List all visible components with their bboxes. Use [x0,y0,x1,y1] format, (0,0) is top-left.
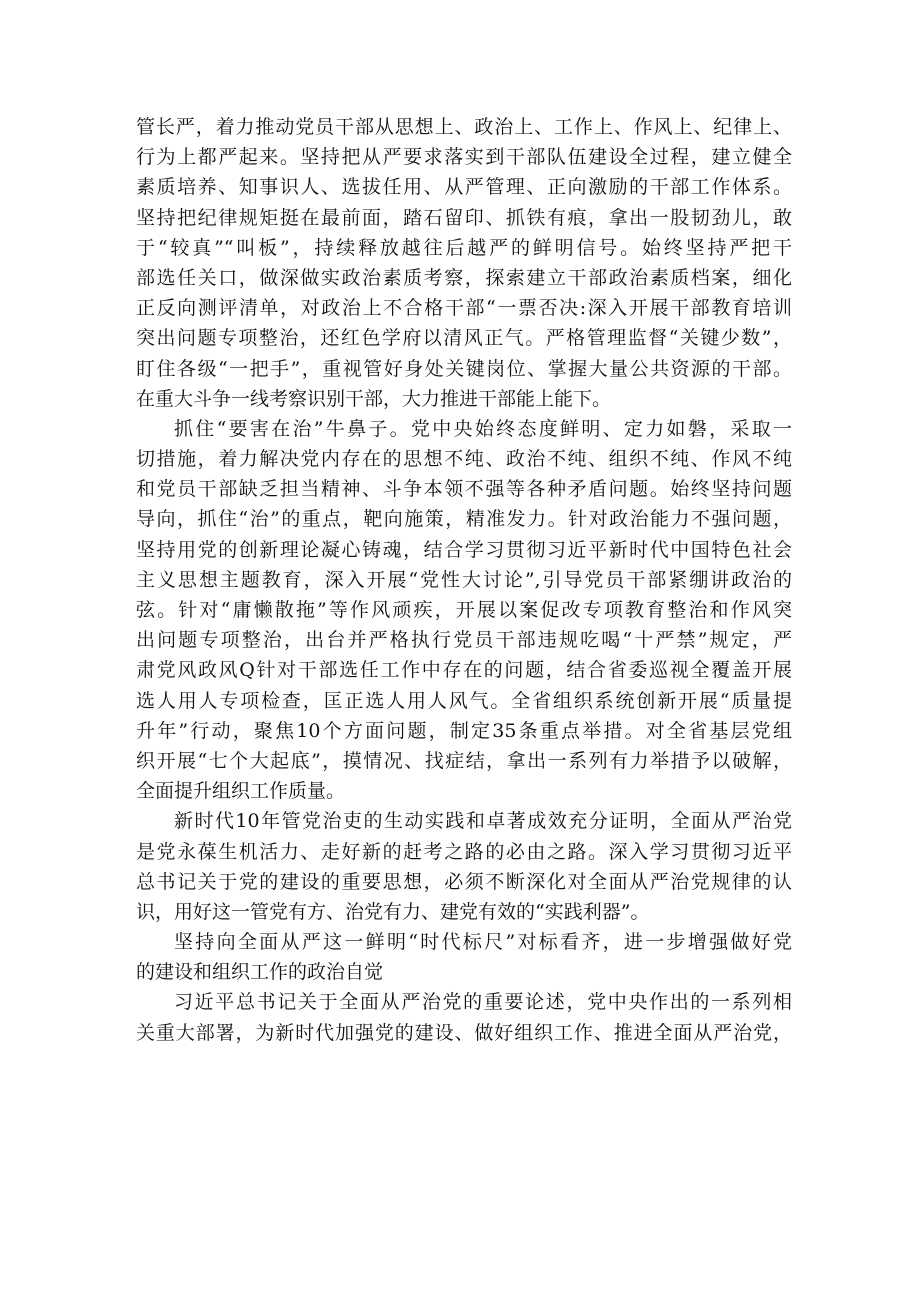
text-line: 坚持用党的创新理论凝心铸魂，结合学习贯彻习近平新时代中国特色社会 [136,538,792,561]
text-line: 总书记关于党的建设的重要思想，必须不断深化对全面从严治党规律的认 [136,870,792,893]
text-line: 弦。针对“庸懒散拖”等作风顽疾，开展以案促改专项教育整治和作风突 [136,599,792,621]
text-line: 主义思想主题教育，深入开展“党性大讨论”,引导党员干部紧绷讲政治的 [136,568,792,591]
text-line: 升年”行动，聚焦10个方面问题，制定35条重点举措。对全省基层党组 [136,719,792,742]
text-line: 坚持把纪律规矩挺在最前面，踏石留印、抓铁有痕，拿出一股韧劲儿，敢 [136,206,792,229]
paragraph-5 [136,987,792,1047]
text-line: 出问题专项整治，出台并严格执行党员干部违规吃喝“十严禁”规定，严 [136,629,792,652]
text-line: 习近平总书记关于全面从严治党的重要论述，党中央作出的一系列相 [174,991,792,1014]
text-line: 新时代10年管党治吏的生动实践和卓著成效充分证明，全面从严治党 [174,810,792,833]
text-line: 织开展“七个大起底”，摸情况、找症结，拿出一系列有力举措予以破解， [136,749,792,772]
text-line: 导向，抓住“治”的重点，靶向施策，精准发力。针对政治能力不强问题， [136,508,792,531]
text-line: 和党员干部缺乏担当精神、斗争本领不强等各种矛盾问题。始终坚持问题 [136,478,792,501]
text-line: 突出问题专项整治，还红色学府以清风正气。严格管理监督“关键少数”， [136,327,792,350]
text-line: 识，用好这一管党有方、治党有力、建党有效的“实践利器”。 [136,900,650,923]
text-line: 素质培养、知事识人、选拔任用、从严管理、正向激励的干部工作体系。 [136,176,792,199]
text-line: 行为上都严起来。坚持把从严要求落实到干部队伍建设全过程，建立健全 [136,146,792,169]
text-line: 是党永葆生机活力、走好新的赶考之路的必由之路。深入学习贯彻习近平 [136,840,792,863]
text-line: 盯住各级“一把手”，重视管好身处关键岗位、掌握大量公共资源的干部。 [136,357,792,380]
document-body [136,112,792,1048]
paragraph-2 [136,414,792,806]
text-line: 肃党风政风Q针对干部选任工作中存在的问题，结合省委巡视全覆盖开展 [136,659,792,682]
text-line: 选人用人专项检查，匡正选人用人风气。全省组织系统创新开展“质量提 [136,689,792,712]
text-line: 在重大斗争一线考察识别干部，大力推进干部能上能下。 [136,387,612,410]
text-line: 关重大部署，为新时代加强党的建设、做好组织工作、推进全面从严治党， [136,1021,792,1044]
paragraph-1 [136,112,792,414]
paragraph-3 [136,806,792,927]
text-line: 于“较真”“叫板”，持续释放越往后越严的鲜明信号。始终坚持严把干 [136,236,792,259]
text-line: 全面提升组织工作质量。 [136,780,346,803]
text-line: 的建设和组织工作的政治自觉 [136,961,384,984]
text-line: 管长严，着力推动党员干部从思想上、政治上、工作上、作风上、纪律上、 [136,116,792,138]
text-line: 抓住“要害在治”牛鼻子。党中央始终态度鲜明、定力如磐，采取一 [174,417,792,440]
text-line: 正反向测评清单，对政治上不合格干部“一票否决:深入开展干部教育培训 [136,297,792,320]
text-line: 部选任关口，做深做实政治素质考察，探索建立干部政治素质档案，细化 [136,266,792,289]
text-line: 坚持向全面从严这一鲜明“时代标尺”对标看齐，进一步增强做好党 [174,931,792,954]
section-heading [136,927,792,987]
text-line: 切措施，着力解决党内存在的思想不纯、政治不纯、组织不纯、作风不纯 [136,448,792,471]
